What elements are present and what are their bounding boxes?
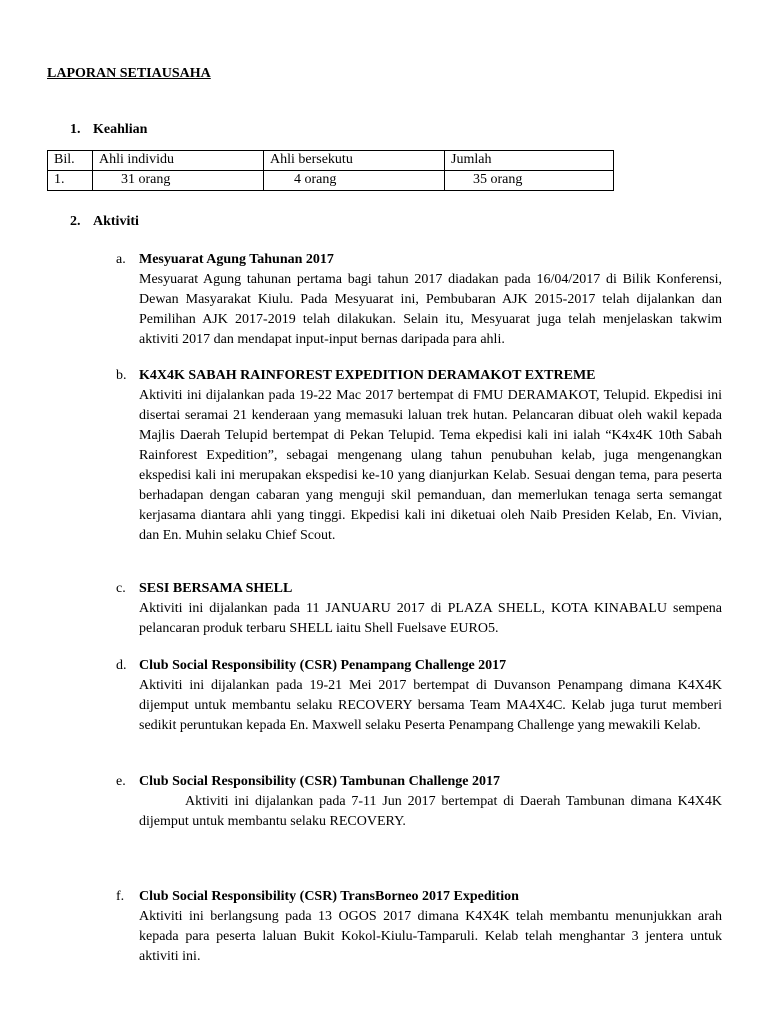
section-number: 1. bbox=[70, 122, 81, 137]
activity-f bbox=[116, 887, 722, 967]
section-aktiviti bbox=[70, 212, 139, 232]
activity-letter: e. bbox=[116, 774, 126, 789]
activity-heading: K4X4K SABAH RAINFOREST EXPEDITION DERAMAKOT EXTREME bbox=[139, 368, 596, 383]
activity-letter: a. bbox=[116, 252, 126, 267]
table-header-row bbox=[48, 151, 614, 171]
activity-body: Mesyuarat Agung tahunan pertama bagi tahun 2017 diadakan pada 16/04/2017 di Bilik Konferensi, Dewan Masyarakat Kiulu. Pada Mesyuarat ini, Pembubaran AJK 2015-2017 telah dijalankan dan Pemilihan AJK 2017-2019 telah dilakukan. Selain itu, Mesyuarat juga telah menjelaskan takwim aktiviti 2017 dan mendapat input-input bernas daripada para ahli. bbox=[139, 272, 722, 347]
activity-d bbox=[116, 656, 722, 736]
activity-heading: Club Social Responsibility (CSR) Penampang Challenge 2017 bbox=[139, 658, 507, 673]
section-number: 2. bbox=[70, 214, 81, 229]
section-keahlian bbox=[70, 120, 147, 140]
members-table bbox=[47, 150, 614, 191]
activity-body: Aktiviti ini berlangsung pada 13 OGOS 2017 dimana K4X4K telah membantu menunjukkan arah kepada para peserta laluan Bukit Kokol-Kiulu-Tamparuli. Kelab telah menghantar 3 jentera untuk aktiviti ini. bbox=[139, 909, 722, 964]
table-header-cell: Ahli individu bbox=[93, 151, 264, 171]
table-cell: 31 orang bbox=[93, 171, 264, 191]
activity-a bbox=[116, 250, 722, 350]
activity-heading: Club Social Responsibility (CSR) TransBorneo 2017 Expedition bbox=[139, 889, 519, 904]
activity-heading: Mesyuarat Agung Tahunan 2017 bbox=[139, 252, 334, 267]
table-cell: 35 orang bbox=[445, 171, 614, 191]
section-heading: Keahlian bbox=[93, 122, 148, 137]
table-cell: 1. bbox=[48, 171, 93, 191]
activity-c bbox=[116, 579, 722, 639]
table-cell: 4 orang bbox=[264, 171, 445, 191]
table-header-cell: Jumlah bbox=[445, 151, 614, 171]
table-header-cell: Bil. bbox=[48, 151, 93, 171]
activity-body: Aktiviti ini dijalankan pada 7-11 Jun 2017 bertempat di Daerah Tambunan dimana K4X4K dijemput untuk membantu selaku RECOVERY. bbox=[139, 794, 722, 829]
table-row bbox=[48, 171, 614, 191]
section-heading: Aktiviti bbox=[93, 214, 139, 229]
activity-body: Aktiviti ini dijalankan pada 11 JANUARU 2017 di PLAZA SHELL, KOTA KINABALU sempena pelancaran produk terbaru SHELL iaitu Shell Fuelsave EURO5. bbox=[139, 601, 722, 636]
activity-letter: f. bbox=[116, 889, 125, 904]
activity-body: Aktiviti ini dijalankan pada 19-22 Mac 2017 bertempat di FMU DERAMAKOT, Telupid. Ekpedisi ini disertai seramai 21 kenderaan yang memasuki laluan trek hutan. Pelancaran dibuat oleh wakil kepada Majlis Daerah Telupid bertempat di Pekan Telupid. Tema ekpedisi kali ini ialah “K4x4K 10th Sabah Rainforest Expedition”, sebagai mengenang ulang tahun penubuhan kelab, juga mengenangkan ekspedisi kali ini merupakan ekspedisi ke-10 yang dianjurkan Kelab. Sesuai dengan tema, para peserta berhadapan dengan cabaran yang menguji skil pemanduan, dan memerlukan tenaga serta semangat kerjasama diantara ahli yang tinggi. Ekpedisi kali ini diketuai oleh Naib Presiden Kelab, En. Vivian, dan En. Muhin selaku Chief Scout. bbox=[139, 388, 722, 543]
activity-heading: SESI BERSAMA SHELL bbox=[139, 581, 293, 596]
activity-b bbox=[116, 366, 722, 546]
table-header-cell: Ahli bersekutu bbox=[264, 151, 445, 171]
activity-letter: d. bbox=[116, 658, 127, 673]
activity-e bbox=[116, 772, 722, 832]
activity-letter: c. bbox=[116, 581, 126, 596]
activity-letter: b. bbox=[116, 368, 127, 383]
activity-heading: Club Social Responsibility (CSR) Tambunan Challenge 2017 bbox=[139, 774, 500, 789]
document-title: LAPORAN SETIAUSAHA bbox=[47, 66, 211, 81]
activity-body: Aktiviti ini dijalankan pada 19-21 Mei 2017 bertempat di Duvanson Penampang dimana K4X4K dijemput untuk membantu selaku RECOVERY bersama Team MA4X4C. Kelab juga turut memberi sedikit peruntukan kepada En. Maxwell selaku Peserta Penampang Challenge yang mewakili Kelab. bbox=[139, 678, 722, 733]
